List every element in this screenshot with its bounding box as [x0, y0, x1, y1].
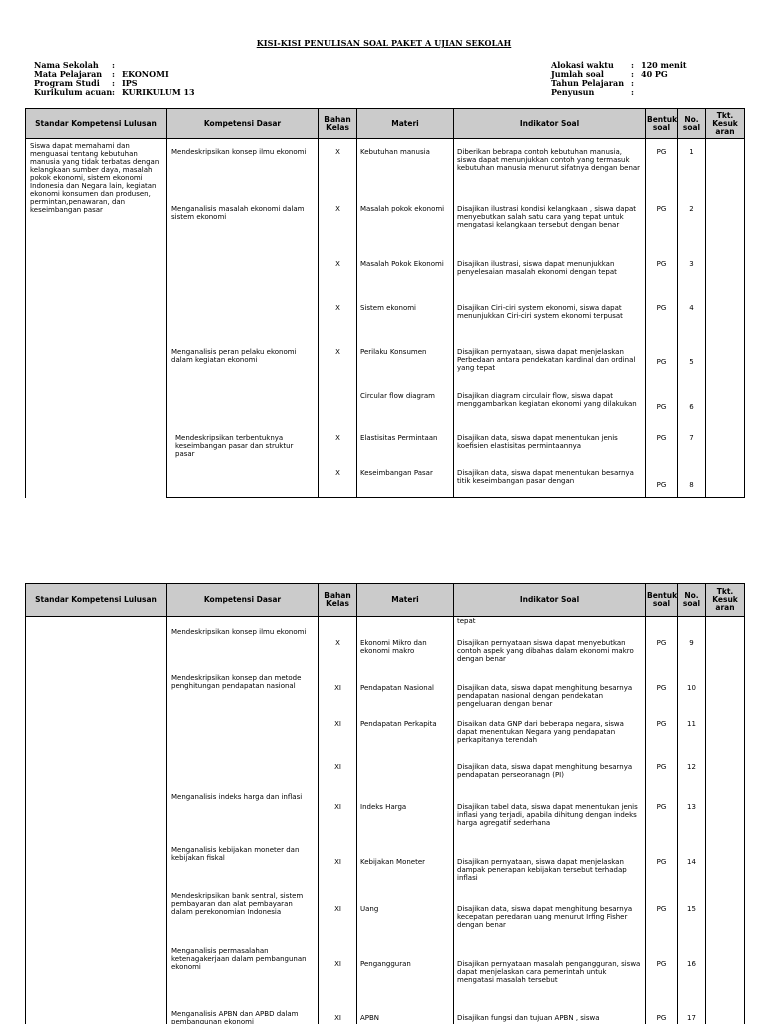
cell-tkt: [706, 205, 745, 260]
header-kd: Kompetensi Dasar: [167, 584, 319, 617]
cell-tkt: [706, 672, 745, 716]
cell-kd: Mendeskripsikan konsep ilmu ekonomi: [167, 148, 319, 205]
cell-tkt: [706, 892, 745, 947]
cell-skl: Siswa dapat memahami dan menguasai tentang kebutuhan manusia yang tidak terbatas dengan kelangkaan sumber daya, masalah pokok ekonomi, sistem ekonomi Indonesia dan Negara lain, kegiatan ekonomi konsumen dan produsen, permintan,penawaran, dan keseimbangan pasar: [26, 139, 167, 498]
cell-skl-empty: [26, 617, 167, 1024]
cell-indikator: Disajikan data, siswa dapat menghitung besarnya pendapatan nasional dengan pendekatan pengeluaran dengan benar: [454, 672, 646, 716]
cell-tkt: [706, 148, 745, 205]
cell-kd: Menganalisis indeks harga dan inflasi: [167, 793, 319, 844]
cell-no: 2: [678, 205, 706, 260]
cell-kelas: XI: [319, 759, 357, 793]
cell-materi: Sistem ekonomi: [357, 304, 454, 348]
cell-no: 15: [678, 892, 706, 947]
cell-tkt: [706, 716, 745, 759]
cell-tkt: [706, 793, 745, 844]
info-label: Penyusun: [551, 87, 595, 97]
info-value: EKONOMI: [122, 69, 169, 79]
cell-kelas: X: [319, 260, 357, 304]
cell-tkt: [706, 348, 745, 392]
cell-tkt: [706, 1010, 745, 1024]
cell-tkt: [706, 627, 745, 672]
header-indikator: Indikator Soal: [454, 584, 646, 617]
cell-bentuk: PG: [646, 1010, 678, 1024]
cell-indikator: Disajikan ilustrasi, siswa dapat menunjukkan penyelesaian masalah ekonomi dengan tepat: [454, 260, 646, 304]
cell-no: 16: [678, 947, 706, 1010]
cell-indikator: Diberikan bebrapa contoh kebutuhan manusia, siswa dapat menunjukkan contoh yang termasuk kebutuhan manusia menurut sifatnya dengan benar: [454, 148, 646, 205]
info-label: Program Studi: [34, 78, 100, 88]
cell-no: 9: [678, 627, 706, 672]
cell-no: 12: [678, 759, 706, 793]
cell-indikator: Disajikan fungsi dan tujuan APBN , siswa: [454, 1010, 646, 1024]
cell-kelas: X: [319, 469, 357, 498]
info-label: Alokasi waktu: [551, 60, 614, 70]
table-header-row: [26, 109, 745, 139]
cell-materi: Pendapatan Nasional: [357, 672, 454, 716]
cell-no: 3: [678, 260, 706, 304]
cell-materi: Kebutuhan manusia: [357, 148, 454, 205]
cell-kd: Menganalisis peran pelaku ekonomi dalam kegiatan ekonomi: [167, 348, 319, 392]
cell-kd: Mendeskripsikan terbentuknya keseimbangan pasar dan struktur pasar: [167, 434, 319, 469]
cell-kd: Menganalisis kebijakan moneter dan kebijakan fiskal: [167, 844, 319, 892]
cell-tkt: [706, 392, 745, 434]
cell-indikator: Disajikan pernyataan siswa dapat menyebutkan contoh aspek yang dibahas dalam ekonomi makro dengan benar: [454, 627, 646, 672]
header-skl: Standar Kompetensi Lulusan: [26, 109, 167, 139]
info-sep: :: [112, 78, 115, 88]
cell-materi: Perilaku Konsumen: [357, 348, 454, 392]
cell-no: 13: [678, 793, 706, 844]
cell-kd: Mendeskripsikan konsep ilmu ekonomi: [167, 627, 319, 672]
table-spacer-row: [26, 139, 745, 148]
cell-no: 14: [678, 844, 706, 892]
header-materi: Materi: [357, 584, 454, 617]
header-materi: Materi: [357, 109, 454, 139]
cell-kd: Menganalisis permasalahan ketenagakerjaan dalam pembangunan ekonomi: [167, 947, 319, 1010]
info-label: Mata Pelajaran: [34, 69, 103, 79]
cell-bentuk: PG: [646, 947, 678, 1010]
cell-bentuk: PG: [646, 469, 678, 498]
cell-indikator: Disajikan data, siswa dapat menghitung besarnya pendapatan perseoranagn (PI): [454, 759, 646, 793]
cell-kelas: X: [319, 434, 357, 469]
header-bentuk: Bentuk soal: [646, 109, 678, 139]
cell-kd: [167, 392, 319, 434]
table-row-continuation: [26, 617, 745, 627]
info-sep: :: [112, 87, 115, 97]
cell-bentuk: PG: [646, 434, 678, 469]
cell-kelas: XI: [319, 672, 357, 716]
cell-indikator: Disajikan pernyataan masalah pengangguran, siswa dapat menjelaskan cara pemerintah untuk mengatasi masalah tersebut: [454, 947, 646, 1010]
info-right: [551, 61, 687, 97]
cell-kd: [167, 260, 319, 304]
cell-no: 17: [678, 1010, 706, 1024]
cell-indikator: Disajikan data, siswa dapat menentukan jenis koefisien elastisitas permintaannya: [454, 434, 646, 469]
header-no: No. soal: [678, 584, 706, 617]
cell-kelas: XI: [319, 892, 357, 947]
cell-no: 1: [678, 148, 706, 205]
cell-indikator: Disajikan diagram circulair flow, siswa dapat menggambarkan kegiatan ekonomi yang dilakukan: [454, 392, 646, 434]
cell-kelas: XI: [319, 947, 357, 1010]
cell-bentuk: PG: [646, 793, 678, 844]
cell-materi: Pendapatan Perkapita: [357, 716, 454, 759]
cell-tkt: [706, 844, 745, 892]
cell-kelas: XI: [319, 844, 357, 892]
cell-materi: APBN: [357, 1010, 454, 1024]
cell-materi: Masalah pokok ekonomi: [357, 205, 454, 260]
info-sep: :: [112, 60, 115, 70]
cell-kd: Menganalisis APBN dan APBD dalam pembangunan ekonomi: [167, 1010, 319, 1024]
cell-materi: [357, 759, 454, 793]
cell-tkt: [706, 260, 745, 304]
cell-kd: Mendeskripsikan bank sentral, sistem pembayaran dan alat pembayaran dalam perekonomian Indonesia: [167, 892, 319, 947]
cell-kd: [167, 469, 319, 498]
cell-no: 6: [678, 392, 706, 434]
info-row-penyusun: [551, 88, 687, 97]
kisi-kisi-table-1: [25, 108, 745, 498]
cell-materi: Indeks Harga: [357, 793, 454, 844]
cell-no: 7: [678, 434, 706, 469]
cell-bentuk: PG: [646, 348, 678, 392]
header-skl: Standar Kompetensi Lulusan: [26, 584, 167, 617]
cell-kelas: XI: [319, 716, 357, 759]
cell-indikator: Disajikan data, siswa dapat menghitung besarnya kecepatan peredaran uang menurut Irfing Fisher dengan benar: [454, 892, 646, 947]
cell-indikator: Disajikan ilustrasi kondisi kelangkaan , siswa dapat menyebutkan salah satu cara yang tepat untuk mengatasi kelangkaan tersebut dengan benar: [454, 205, 646, 260]
header-bentuk: Bentuk soal: [646, 584, 678, 617]
header-kd: Kompetensi Dasar: [167, 109, 319, 139]
cell-materi: Pengangguran: [357, 947, 454, 1010]
kisi-kisi-table-2: [25, 583, 745, 1024]
cell-kelas: XI: [319, 1010, 357, 1024]
cell-no: 10: [678, 672, 706, 716]
cell-kd: Menganalisis masalah ekonomi dalam sistem ekonomi: [167, 205, 319, 260]
cell-indikator: Disajikan tabel data, siswa dapat menentukan jenis inflasi yang terjadi, apabila dihitung dengan indeks harga agregatif sederhana: [454, 793, 646, 844]
cell-no: 11: [678, 716, 706, 759]
document-title: KISI-KISI PENULISAN SOAL PAKET A UJIAN SEKOLAH: [256, 38, 512, 48]
info-left: [34, 61, 195, 97]
header-kelas: Bahan Kelas: [319, 109, 357, 139]
cell-indikator-continuation: tepat: [454, 617, 646, 627]
info-label: Nama Sekolah: [34, 60, 99, 70]
cell-no: 8: [678, 469, 706, 498]
info-label: Tahun Pelajaran: [551, 78, 625, 88]
header-no: No. soal: [678, 109, 706, 139]
cell-indikator: Disajikan pernyataan, siswa dapat menjelaskan Perbedaan antara pendekatan kardinal dan ordinal yang tepat: [454, 348, 646, 392]
header-tkt: Tkt. Kesuk aran: [706, 584, 745, 617]
info-value: IPS: [122, 78, 138, 88]
cell-kelas: [319, 392, 357, 434]
cell-indikator: Disajikan pernyataan, siswa dapat menjelaskan dampak penerapan kebijakan tersebut terhadap inflasi: [454, 844, 646, 892]
cell-kd: Mendeskripsikan konsep dan metode penghitungan pendapatan nasional: [167, 672, 319, 716]
cell-bentuk: PG: [646, 892, 678, 947]
info-sep: :: [631, 69, 634, 79]
cell-bentuk: PG: [646, 672, 678, 716]
cell-bentuk: PG: [646, 260, 678, 304]
info-sep: :: [631, 60, 634, 70]
cell-tkt: [706, 434, 745, 469]
cell-kelas: X: [319, 304, 357, 348]
cell-indikator: Disajikan data, siswa dapat menentukan besarnya titik keseimbangan pasar dengan: [454, 469, 646, 498]
cell-indikator: Disajikan Ciri-ciri system ekonomi, siswa dapat menunjukkan Ciri-ciri system ekonomi terpusat: [454, 304, 646, 348]
cell-kd: [167, 759, 319, 793]
cell-materi: Circular flow diagram: [357, 392, 454, 434]
cell-materi: Elastisitas Permintaan: [357, 434, 454, 469]
info-sep: :: [112, 69, 115, 79]
cell-kelas: X: [319, 205, 357, 260]
cell-tkt: [706, 947, 745, 1010]
cell-kd: [167, 304, 319, 348]
cell-tkt: [706, 469, 745, 498]
cell-bentuk: PG: [646, 844, 678, 892]
cell-bentuk: PG: [646, 205, 678, 260]
cell-bentuk: PG: [646, 392, 678, 434]
cell-materi: Ekonomi Mikro dan ekonomi makro: [357, 627, 454, 672]
info-label: Jumlah soal: [551, 69, 604, 79]
cell-bentuk: PG: [646, 148, 678, 205]
cell-bentuk: PG: [646, 716, 678, 759]
cell-materi: Keseimbangan Pasar: [357, 469, 454, 498]
cell-kd: [167, 716, 319, 759]
cell-no: 5: [678, 348, 706, 392]
cell-bentuk: PG: [646, 304, 678, 348]
info-value: 120 menit: [641, 60, 687, 70]
info-value: 40 PG: [641, 69, 668, 79]
cell-no: 4: [678, 304, 706, 348]
cell-bentuk: PG: [646, 627, 678, 672]
cell-kelas: X: [319, 148, 357, 205]
info-row-kurikulum: [34, 88, 195, 97]
header-kelas: Bahan Kelas: [319, 584, 357, 617]
cell-materi: Kebijakan Moneter: [357, 844, 454, 892]
info-value: KURIKULUM 13: [122, 87, 195, 97]
cell-tkt: [706, 759, 745, 793]
cell-indikator: Disaikan data GNP dari beberapa negara, siswa dapat menentukan Negara yang pendapatan perkapitanya terendah: [454, 716, 646, 759]
info-sep: :: [631, 87, 634, 97]
cell-kelas: XI: [319, 793, 357, 844]
cell-kelas: X: [319, 627, 357, 672]
cell-bentuk: PG: [646, 759, 678, 793]
header-tkt: Tkt. Kesuk aran: [706, 109, 745, 139]
cell-materi: Uang: [357, 892, 454, 947]
cell-kelas: X: [319, 348, 357, 392]
header-indikator: Indikator Soal: [454, 109, 646, 139]
cell-tkt: [706, 304, 745, 348]
table-header-row: [26, 584, 745, 617]
cell-materi: Masalah Pokok Ekonomi: [357, 260, 454, 304]
info-label: Kurikulum acuan: [34, 87, 113, 97]
info-sep: :: [631, 78, 634, 88]
